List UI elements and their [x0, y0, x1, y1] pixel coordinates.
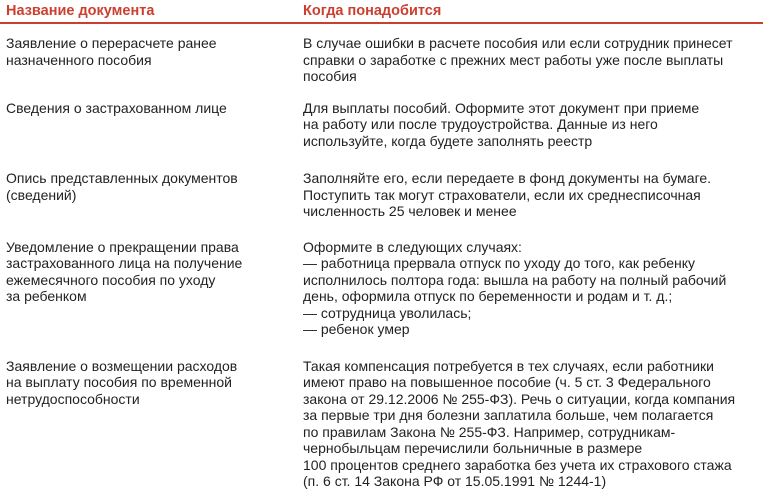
when-needed: Заполняйте его, если передаете в фонд документы на бумаге. Поступить так могут страхователи, если их среднесписочная численность 25 человек и менее [303, 170, 712, 219]
document-name: Сведения о застрахованном лице [6, 99, 227, 116]
when-needed: Такая компенсация потребуется в тех случаях, если работники имеют право на повышенное пособие (ч. 5 ст. 3 Федерального закона от 29.12.2006 № 255-ФЗ). Речь о ситуации, когда компания за первые три дня болезни заплатила больше, чем полагается по правилам Закона № 255-ФЗ. Например, сотрудникам- чернобыльцам перечислили больничные в размере 100 процентов среднего заработка без учета их страхового стажа (п. 6 ст. 14 Закона РФ от 15.05.1991 № 1244-1) [303, 357, 736, 489]
when-needed: В случае ошибки в расчете пособия или если сотрудник принесет справки о заработке с прежних мест работы уже после выплаты пособия [303, 35, 733, 84]
document-name: Уведомление о прекращении права застрахованного лица на получение ежемесячного пособия по уходу за ребенком [6, 238, 243, 304]
table-header [0, 0, 763, 24]
header-document-name: Название документа [6, 3, 155, 19]
document-name: Заявление о возмещении расходов на выплату пособия по временной нетрудоспособности [6, 357, 238, 407]
document-name: Опись представленных документов (сведений) [6, 170, 238, 203]
table-row [0, 239, 763, 338]
table-row [0, 100, 763, 150]
when-needed: Оформите в следующих случаях: — работница прервала отпуск по уходу до того, как ребенку исполнилось полтора года: вышла на работу на полный рабочий день, оформила отпуск по беременности и родам и т. д.; — сотрудница уволилась; — ребенок умер [303, 238, 727, 337]
table-row [0, 358, 763, 490]
table-row [0, 35, 763, 85]
when-needed: Для выплаты пособий. Оформите этот документ при приеме на работу или после трудоустройства. Данные из него используйте, когда будете заполнять реестр [303, 99, 700, 149]
table-row [0, 170, 763, 220]
document-name: Заявление о перерасчете ранее назначенного пособия [6, 35, 217, 68]
header-when-needed: Когда понадобится [303, 3, 442, 19]
